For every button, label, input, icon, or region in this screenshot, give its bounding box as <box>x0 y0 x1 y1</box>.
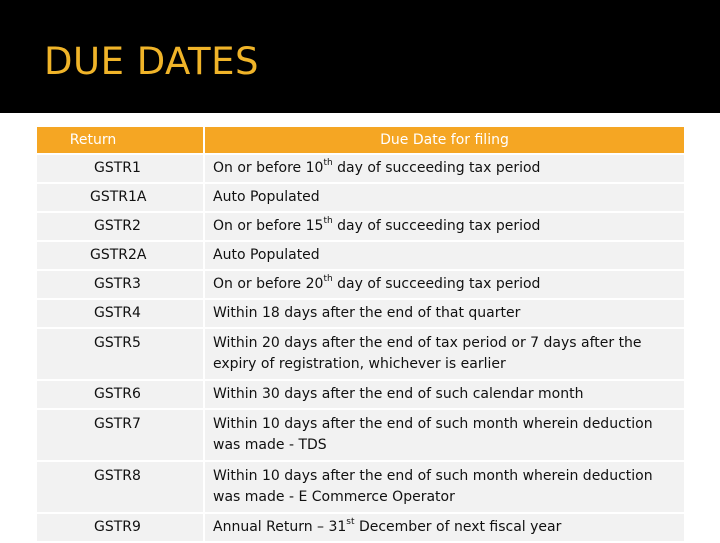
table-row <box>37 155 684 182</box>
due-date-cell: On or before 10th day of succeeding tax period <box>205 155 684 182</box>
table-row <box>37 242 684 269</box>
due-dates-table <box>37 125 684 543</box>
return-cell: GSTR6 <box>37 381 205 408</box>
return-cell: GSTR3 <box>37 271 205 298</box>
table-row <box>37 514 684 541</box>
return-cell: GSTR7 <box>37 410 205 460</box>
column-header-due-date: Due Date for filing <box>205 127 684 153</box>
return-cell: GSTR8 <box>37 462 205 512</box>
table-row <box>37 300 684 327</box>
table-row <box>37 184 684 211</box>
page-title: DUE DATES <box>44 40 259 83</box>
table-row <box>37 381 684 408</box>
return-cell: GSTR2A <box>37 242 205 269</box>
table-row <box>37 410 684 460</box>
return-cell: GSTR4 <box>37 300 205 327</box>
table-row <box>37 213 684 240</box>
return-cell: GSTR2 <box>37 213 205 240</box>
due-date-cell: Within 10 days after the end of such month wherein deduction was made - E Commerce Operator <box>205 462 684 512</box>
due-date-cell: Within 18 days after the end of that quarter <box>205 300 684 327</box>
return-cell: GSTR1A <box>37 184 205 211</box>
table-row <box>37 329 684 379</box>
return-cell: GSTR5 <box>37 329 205 379</box>
due-date-cell: Within 20 days after the end of tax period or 7 days after the expiry of registration, whichever is earlier <box>205 329 684 379</box>
due-date-cell: Within 30 days after the end of such calendar month <box>205 381 684 408</box>
return-cell: GSTR9 <box>37 514 205 541</box>
due-date-cell: Auto Populated <box>205 242 684 269</box>
title-bar <box>0 0 720 113</box>
table-header-row <box>37 127 684 153</box>
due-date-cell: Within 10 days after the end of such month wherein deduction was made - TDS <box>205 410 684 460</box>
table-row <box>37 462 684 512</box>
return-cell: GSTR1 <box>37 155 205 182</box>
due-date-cell: On or before 20th day of succeeding tax period <box>205 271 684 298</box>
table-row <box>37 271 684 298</box>
due-date-cell: Annual Return – 31st December of next fiscal year <box>205 514 684 541</box>
column-header-return: Return <box>37 127 205 153</box>
due-dates-table-container <box>37 125 684 543</box>
due-date-cell: On or before 15th day of succeeding tax period <box>205 213 684 240</box>
due-date-cell: Auto Populated <box>205 184 684 211</box>
